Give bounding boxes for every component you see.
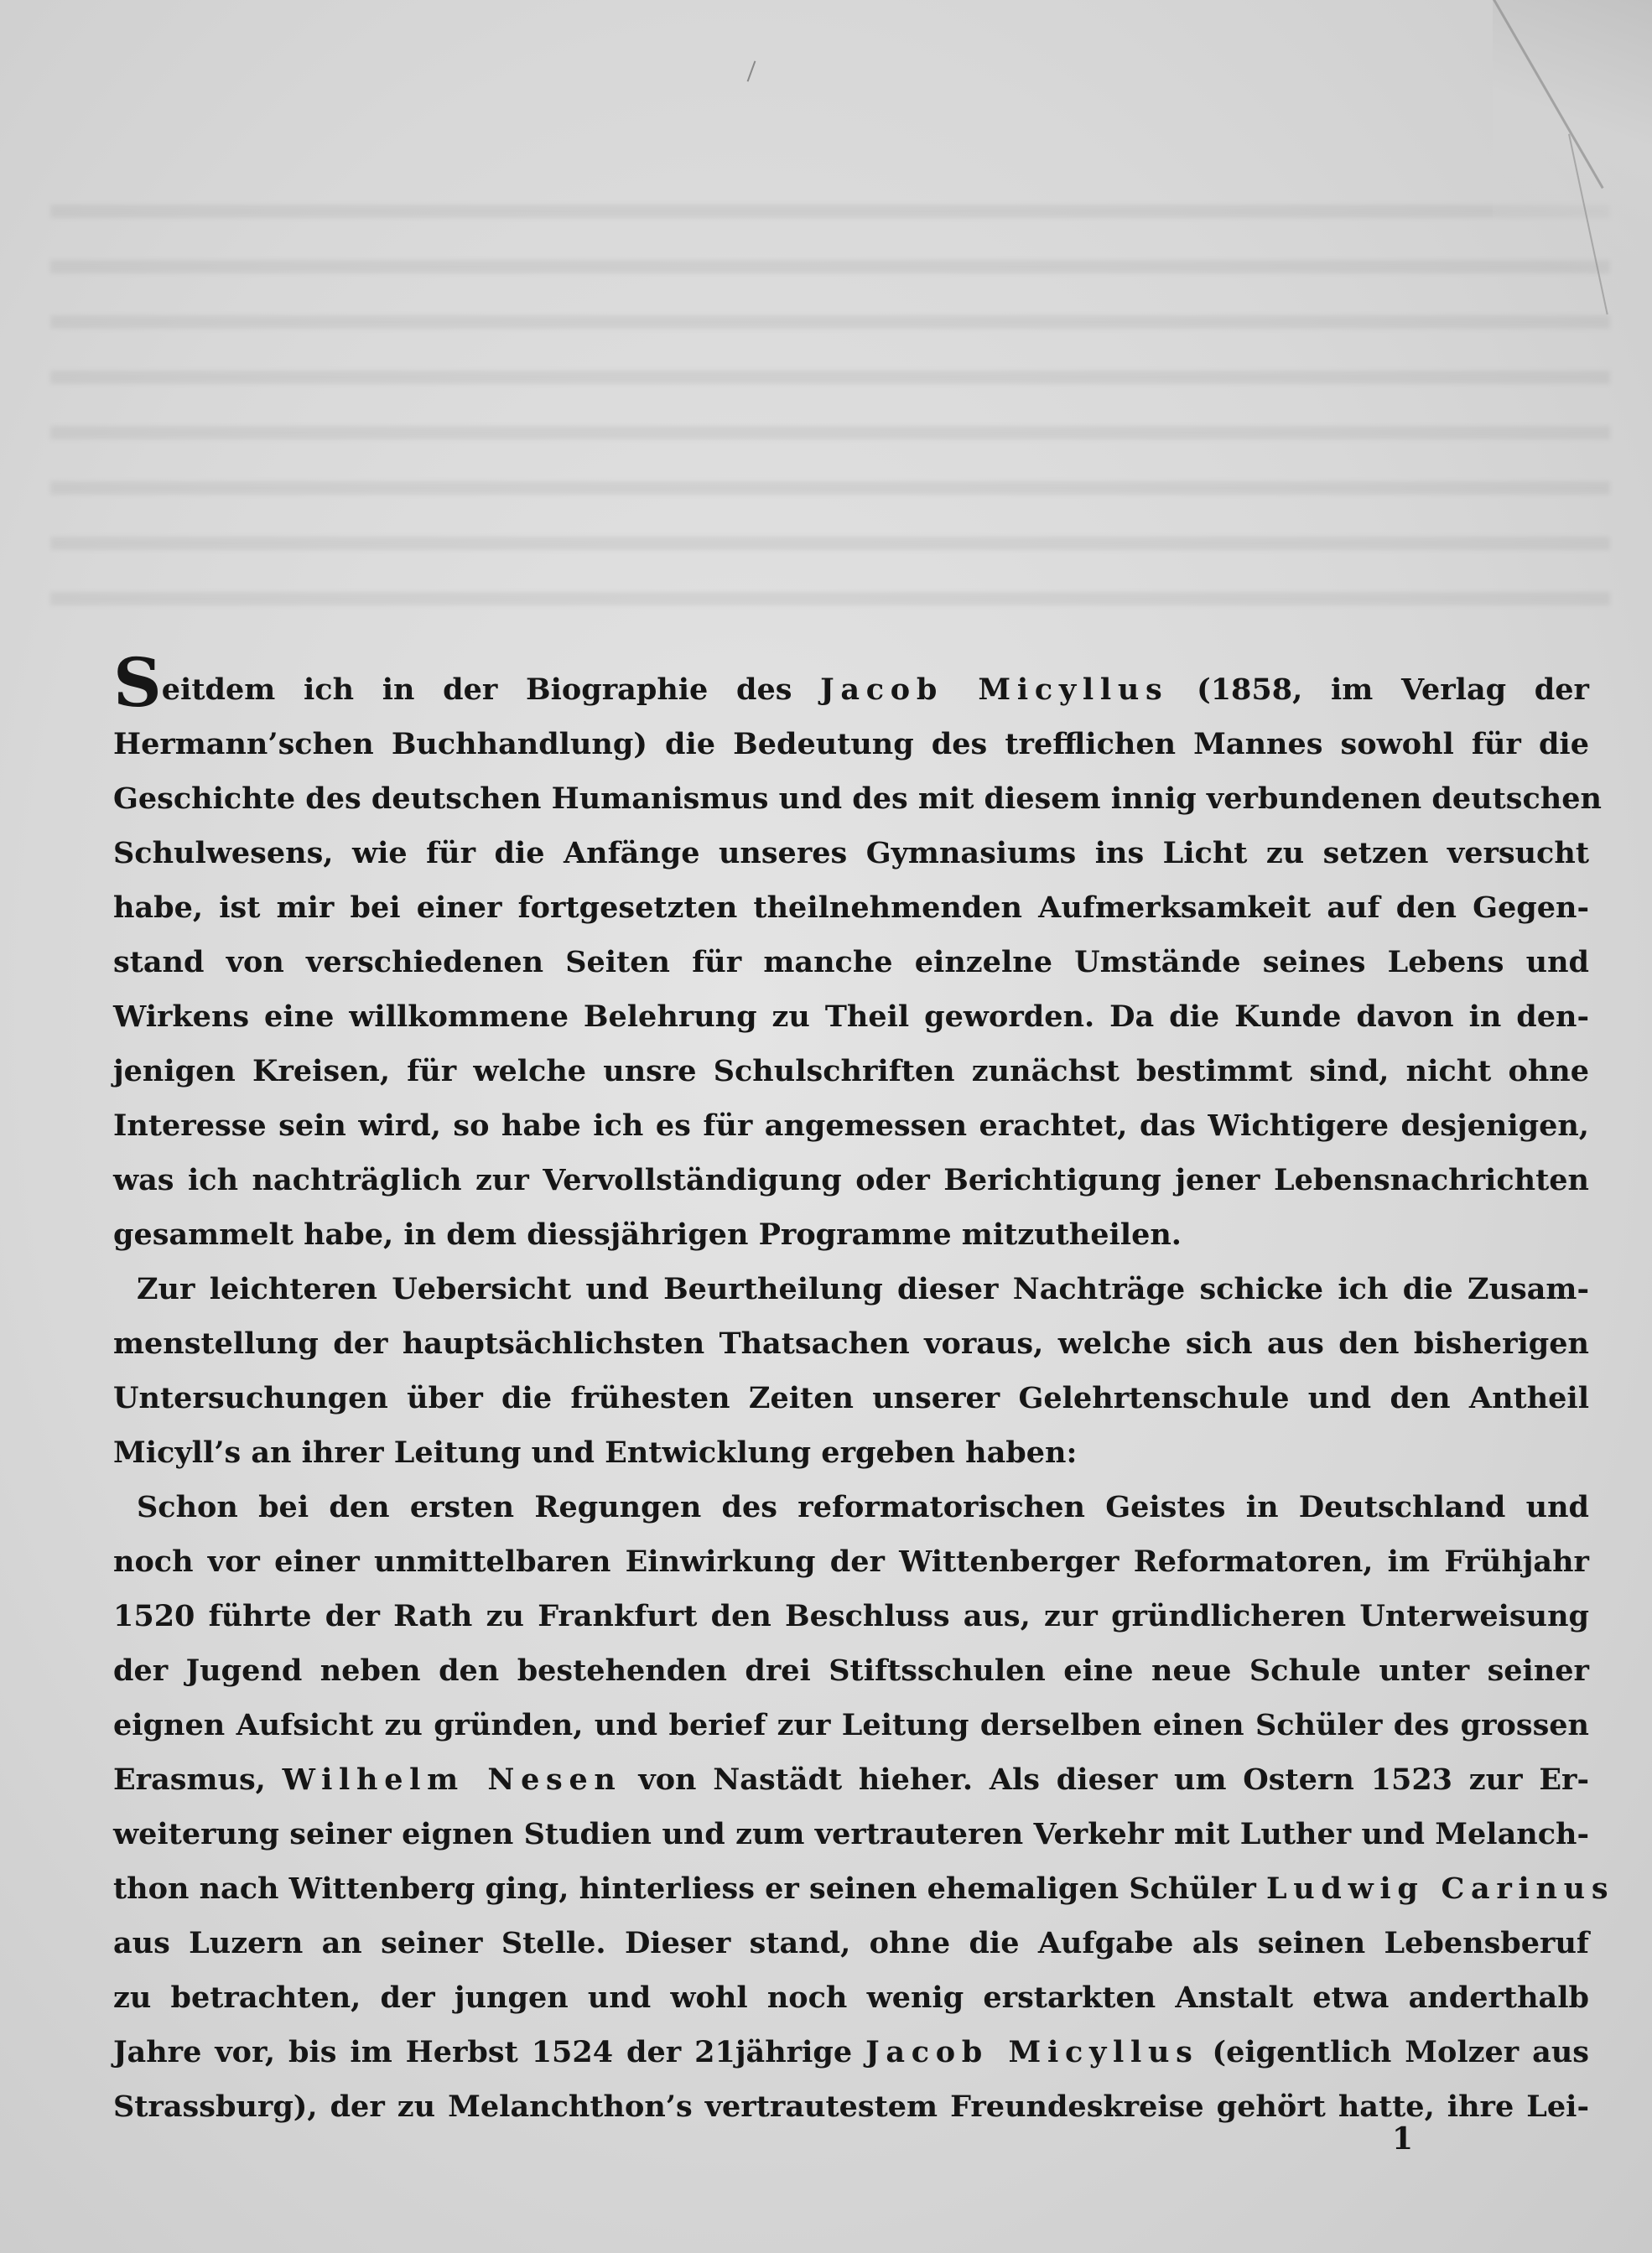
text-line: der Jugend neben den bestehenden drei Stiftsschulen eine neue Schule unter seiner bbox=[113, 1653, 1589, 1688]
text-line: Hermann’schen Buchhandlung) die Bedeutung des trefflichen Mannes sowohl für die bbox=[113, 727, 1589, 761]
text-line: Erasmus, Wilhelm Nesen von Nastädt hieher. Als dieser um Ostern 1523 zur Er- bbox=[113, 1762, 1590, 1797]
text-line: Interesse sein wird, so habe ich es für angemessen erachtet, das Wichtigere desjenigen, bbox=[113, 1108, 1589, 1143]
text-line: 1520 führte der Rath zu Frankfurt den Beschluss aus, zur gründlicheren Unterweisung bbox=[113, 1599, 1589, 1633]
spaced-name: Wilhelm Nesen bbox=[282, 1762, 622, 1797]
pencil-mark bbox=[747, 60, 756, 81]
page-number: 1 bbox=[1392, 2121, 1414, 2157]
text-line: menstellung der hauptsächlichsten Thatsachen voraus, welche sich aus den bisherigen bbox=[113, 1326, 1589, 1361]
text-line: Micyll’s an ihrer Leitung und Entwicklung ergeben haben: bbox=[113, 1435, 1078, 1470]
drop-cap: S bbox=[113, 643, 162, 722]
text-line: Untersuchungen über die frühesten Zeiten unserer Gelehrtenschule und den Antheil bbox=[113, 1381, 1589, 1415]
body-text bbox=[113, 643, 1615, 2134]
text-line: Schulwesens, wie für die Anfänge unseres Gymnasiums ins Licht zu setzen versucht bbox=[113, 836, 1589, 870]
text-line: Zur leichteren Uebersicht und Beurtheilung dieser Nachträge schicke ich die Zusam- bbox=[137, 1272, 1589, 1306]
spaced-name: Jacob Micyllus bbox=[865, 2035, 1199, 2069]
text-line: Geschichte des deutschen Humanismus und des mit diesem innig verbundenen deutschen bbox=[113, 781, 1602, 816]
text-line: was ich nachträglich zur Vervollständigung oder Berichtigung jener Lebensnachrichten bbox=[113, 1163, 1589, 1197]
page-corner-fold bbox=[1493, 0, 1652, 319]
text-line: zu betrachten, der jungen und wohl noch wenig erstarkten Anstalt etwa anderthalb bbox=[113, 1980, 1589, 2015]
text-line: aus Luzern an seiner Stelle. Dieser stand, ohne die Aufgabe als seinen Lebensberuf bbox=[113, 1926, 1589, 1960]
text-line: habe, ist mir bei einer fortgesetzten theilnehmenden Aufmerksamkeit auf den Gegen- bbox=[113, 890, 1589, 925]
bleed-through-shadow bbox=[50, 168, 1610, 637]
text-line: weiterung seiner eignen Studien und zum vertrauteren Verkehr mit Luther und Melanch- bbox=[113, 1817, 1589, 1851]
text-line: Wirkens eine willkommene Belehrung zu Theil geworden. Da die Kunde davon in den- bbox=[113, 999, 1589, 1034]
text-line: stand von verschiedenen Seiten für manche einzelne Umstände seines Lebens und bbox=[113, 945, 1589, 979]
text-line: Strassburg), der zu Melanchthon’s vertrautestem Freundeskreise gehört hatte, ihre Lei- bbox=[113, 2089, 1589, 2124]
spaced-name: Ludwig Carinus bbox=[1265, 1871, 1615, 1906]
text-line: Schon bei den ersten Regungen des reformatorischen Geistes in Deutschland und bbox=[137, 1490, 1589, 1524]
text-line: eignen Aufsicht zu gründen, und berief zur Leitung derselben einen Schüler des grossen bbox=[113, 1708, 1589, 1742]
text-line: jenigen Kreisen, für welche unsre Schulschriften zunächst bestimmt sind, nicht ohne bbox=[113, 1054, 1589, 1088]
text-line: Jahre vor, bis im Herbst 1524 der 21jährige Jacob Micyllus (eigentlich Molzer aus bbox=[113, 2035, 1589, 2069]
text-line: Seitdem ich in der Biographie des Jacob Micyllus (1858, im Verlag der bbox=[113, 643, 1589, 722]
text-line: thon nach Wittenberg ging, hinterliess er seinen ehemaligen Schüler Ludwig Carinus bbox=[113, 1871, 1615, 1906]
text-line: noch vor einer unmittelbaren Einwirkung der Wittenberger Reformatoren, im Frühjahr bbox=[113, 1544, 1589, 1579]
spaced-name: Jacob Micyllus bbox=[820, 672, 1169, 707]
text-line: gesammelt habe, in dem diessjährigen Programme mitzutheilen. bbox=[113, 1217, 1182, 1252]
